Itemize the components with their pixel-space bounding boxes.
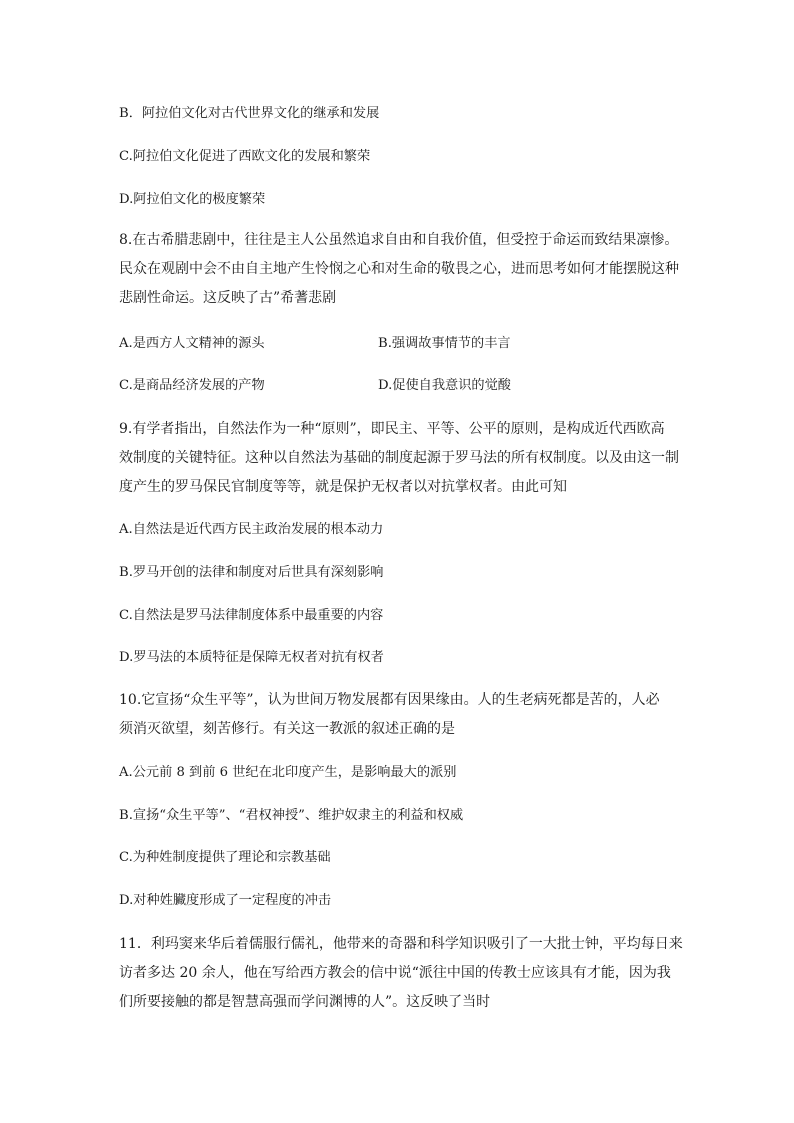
q8-stem-line-3: 悲剧性命运。这反映了古”希蓍悲剧 [119, 290, 337, 306]
q8-option-b: B.强调故事情节的丰言 [378, 336, 511, 351]
q8-option-d: D.促使自我意识的觉酸 [378, 378, 511, 393]
q8-stem-line-2: 民众在观剧中会不由自主地产生怜悯之心和对生命的敬畏之心，进而思考如何才能摆脱这种 [119, 261, 679, 277]
q10-option-b: B.宣扬“众生平等”、“君权神授”、维护奴隶主的利益和权威 [119, 808, 464, 823]
q11-stem-line-3: 们所要接触的都是智慧高强而学问渊博的人”。这反映了当时 [119, 994, 491, 1010]
q9-stem-line-3: 度产生的罗马保民官制度等等，就是保护无权者以对抗掌权者。由此可知 [119, 479, 567, 495]
q11-stem-line-2: 访者多达 20 余人，他在写给西方教会的信中说“派往中国的传教士应该具有才能，因为我 [119, 965, 671, 981]
q7-option-d: D.阿拉伯文化的极度繁荣 [119, 192, 266, 207]
q10-option-a: A.公元前 8 到前 6 世纪在北印度产生，是影响最大的派别 [119, 765, 457, 780]
q9-option-a: A.自然法是近代西方民主政治发展的根本动力 [119, 522, 384, 537]
q11-stem-line-1: 11．利玛窦来华后着儒服行儒礼，他带来的奇器和科学知识吸引了一大批士钟，平均每日来 [119, 936, 683, 952]
q9-option-c: C.自然法是罗马法律制度体系中最重要的内容 [119, 608, 384, 623]
q10-stem-line-1: 10.它宣扬“众生平等”，认为世间万物发展都有因果缘由。人的生老病死都是苦的，人必 [119, 692, 660, 708]
q7-option-b: B．阿拉伯文化对古代世界文化的继承和发展 [119, 106, 380, 121]
q7-option-c: C.阿拉伯文化促进了西欧文化的发展和繁荣 [119, 149, 371, 164]
q10-stem-line-2: 须消灭欲望，刻苦修行。有关这一教派的叙述正确的是 [119, 721, 455, 737]
q10-option-c: C.为种姓制度提供了理论和宗教基础 [119, 850, 331, 865]
q9-option-b: B.罗马开创的法律和制度对后世具有深刻影响 [119, 565, 384, 580]
q9-option-d: D.罗马法的本质特征是保障无权者对抗有权者 [119, 650, 384, 665]
q8-stem-line-1: 8.在古希腊悲剧中，往往是主人公虽然追求自由和自我价值，但受控于命运而致结果凛惨。 [119, 232, 679, 248]
q8-option-c: C.是商品经济发展的产物 [119, 378, 265, 393]
q9-stem-line-2: 效制度的关键特征。这种以自然法为基础的制度起源于罗马法的所有权制度。以及由这一制 [119, 450, 679, 466]
q9-stem-line-1: 9.有学者指出，自然法作为一种“原则”，即民主、平等、公平的原则，是构成近代西欧高 [119, 421, 665, 437]
q8-option-a: A.是西方人文精神的源头 [119, 336, 265, 351]
q10-option-d: D.对种姓臟度形成了一定程度的冲击 [119, 893, 332, 908]
